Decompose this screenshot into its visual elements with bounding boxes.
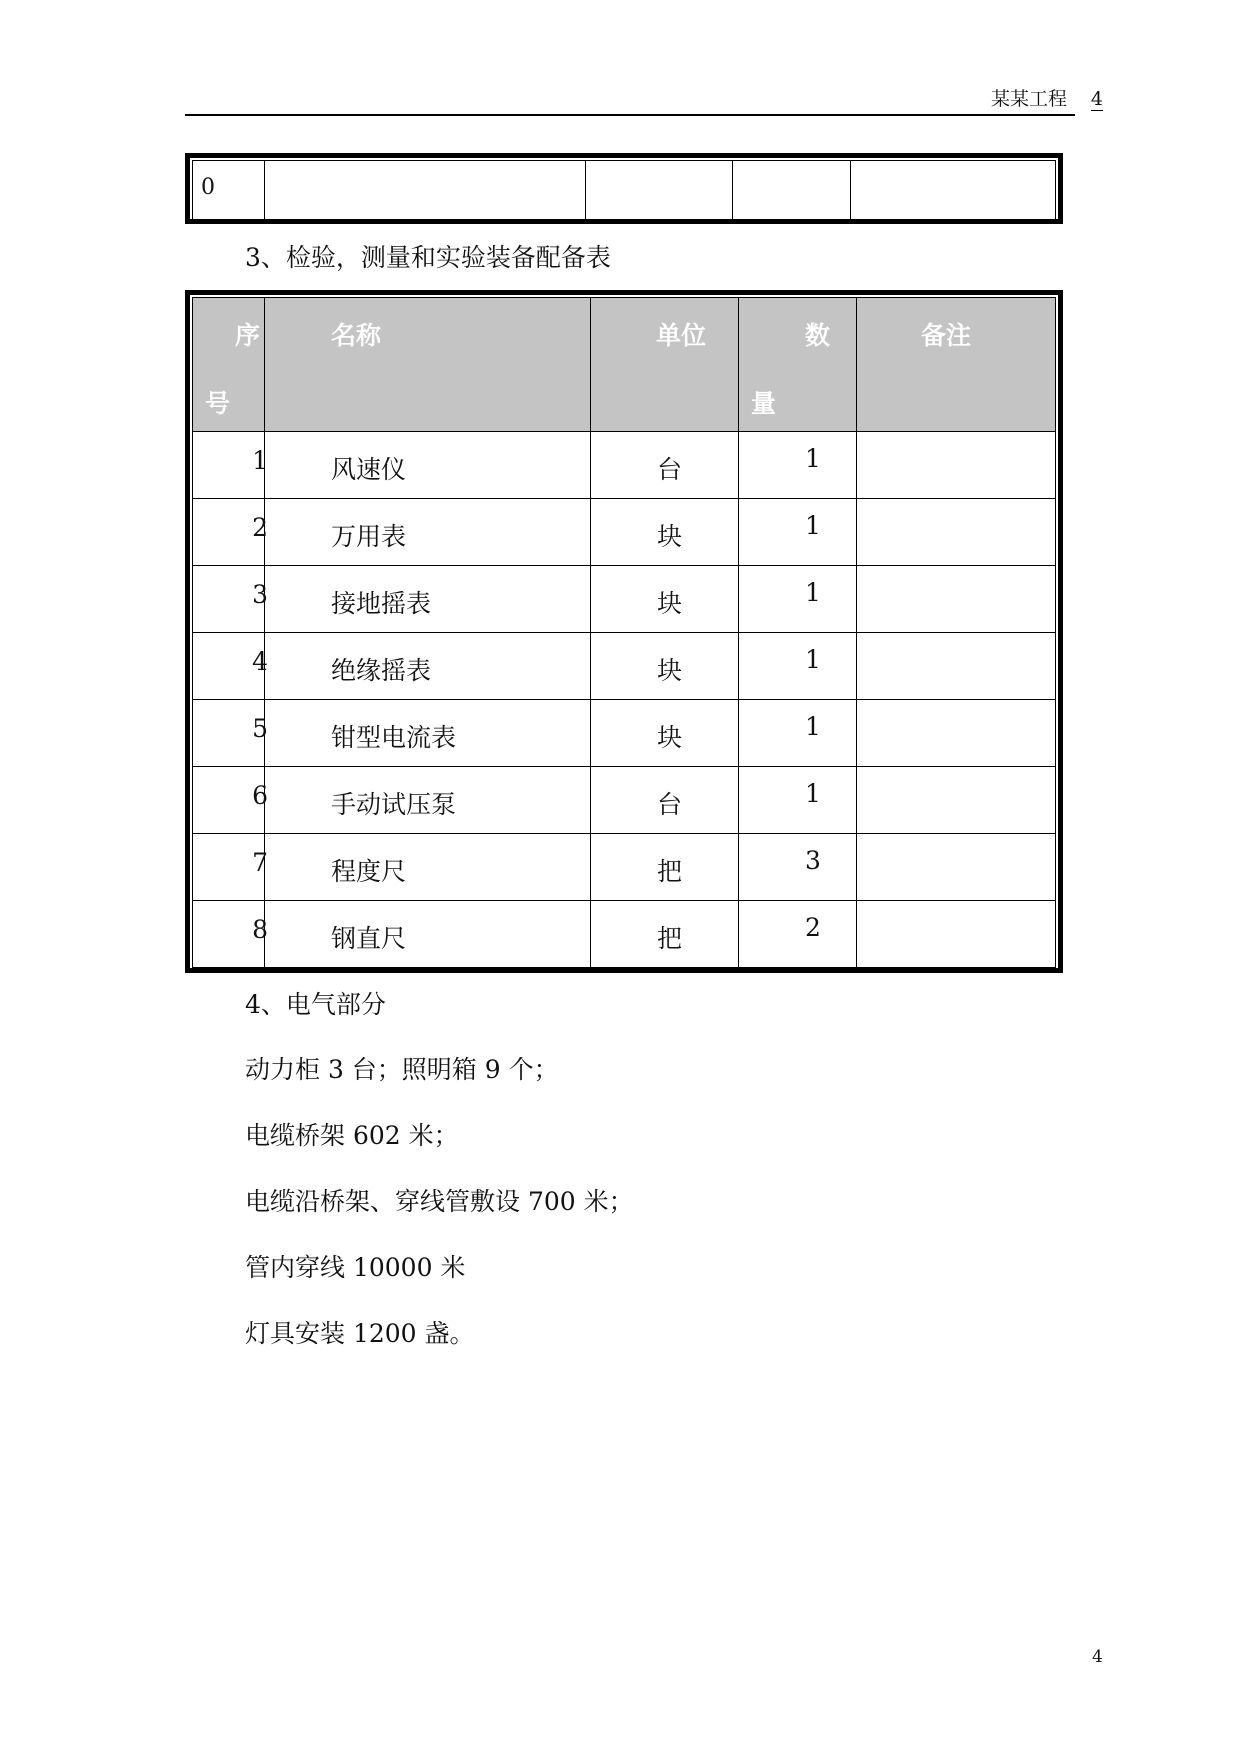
table-row <box>193 566 1056 633</box>
row-unit-cell <box>591 499 739 566</box>
row-unit-cell <box>591 566 739 633</box>
row-qty-cell <box>739 700 857 767</box>
row-unit: 台 <box>657 790 683 819</box>
row-qty-cell <box>739 834 857 901</box>
row-unit: 块 <box>657 589 683 618</box>
row-qty-cell <box>739 499 857 566</box>
continued-table-grid <box>192 160 1056 220</box>
body-paragraph: 灯具安装 1200 盏。 <box>245 1319 475 1348</box>
section-4-heading: 4、电气部分 <box>245 990 386 1019</box>
row-unit-cell <box>591 432 739 499</box>
cell-text <box>733 161 850 175</box>
page-header <box>185 86 1103 116</box>
cell-text <box>586 161 732 175</box>
row-note-cell <box>857 566 1056 633</box>
header-name-label: 名称 <box>331 321 382 350</box>
header-note <box>857 298 1056 432</box>
equipment-table-grid <box>192 297 1056 968</box>
row-note-cell <box>857 432 1056 499</box>
header-qty-bottom: 量 <box>751 389 777 418</box>
row-name: 万用表 <box>331 522 407 551</box>
header-qty <box>739 298 857 432</box>
header-page-number: 4 <box>1090 88 1103 110</box>
header-index <box>193 298 265 432</box>
row-qty: 1 <box>805 712 821 741</box>
row-index-cell <box>193 432 268 499</box>
row-qty: 2 <box>805 913 821 942</box>
row-name-cell <box>265 834 591 901</box>
row-note-cell <box>857 499 1056 566</box>
header-index-bottom: 号 <box>205 389 231 418</box>
row-qty-cell <box>739 767 857 834</box>
row-unit: 把 <box>657 924 683 953</box>
row-name-cell <box>265 633 591 700</box>
row-note-cell <box>857 700 1056 767</box>
row-unit-cell <box>591 700 739 767</box>
table-row <box>193 700 1056 767</box>
row-unit: 块 <box>657 723 683 752</box>
row-qty: 1 <box>805 578 821 607</box>
row-name: 程度尺 <box>331 857 407 886</box>
header-unit <box>591 298 739 432</box>
row-unit: 块 <box>657 522 683 551</box>
row-index: 1 <box>252 446 268 475</box>
table-cell <box>586 161 733 220</box>
header-qty-top: 数 <box>804 321 830 350</box>
row-name-cell <box>265 566 591 633</box>
row-name: 风速仪 <box>331 455 407 484</box>
body-paragraph: 管内穿线 10000 米 <box>245 1253 466 1282</box>
row-qty: 3 <box>805 846 821 875</box>
row-name-cell <box>265 700 591 767</box>
continued-table <box>185 153 1063 224</box>
row-index: 4 <box>252 647 268 676</box>
header-unit-label: 单位 <box>656 321 707 350</box>
cell-text: 0 <box>201 175 215 200</box>
row-index-cell <box>193 566 268 633</box>
row-name: 钳型电流表 <box>331 723 457 752</box>
section-3-heading: 3、检验，测量和实验装备配备表 <box>245 243 611 272</box>
row-note-cell <box>857 901 1056 968</box>
row-qty: 1 <box>805 645 821 674</box>
row-index: 5 <box>252 714 268 743</box>
row-index-cell <box>193 901 268 968</box>
row-index: 3 <box>252 580 268 609</box>
table-row <box>193 633 1056 700</box>
table-cell <box>265 161 586 220</box>
table-row <box>193 432 1056 499</box>
row-qty: 1 <box>805 779 821 808</box>
row-index-cell <box>193 767 268 834</box>
table-row <box>193 499 1056 566</box>
row-qty-cell <box>739 566 857 633</box>
table-row <box>193 161 1056 220</box>
row-unit-cell <box>591 901 739 968</box>
table-cell <box>193 161 265 220</box>
row-name-cell <box>265 767 591 834</box>
row-qty-cell <box>739 633 857 700</box>
row-note-cell <box>857 767 1056 834</box>
row-note-cell <box>857 834 1056 901</box>
header-rule <box>185 114 1075 116</box>
body-paragraph: 电缆桥架 602 米； <box>245 1121 459 1150</box>
row-index-cell <box>193 633 268 700</box>
row-unit: 把 <box>657 857 683 886</box>
row-unit-cell <box>591 834 739 901</box>
header-index-top: 序 <box>234 321 260 350</box>
row-index: 8 <box>252 915 268 944</box>
row-index: 2 <box>252 513 268 542</box>
table-row <box>193 834 1056 901</box>
table-header-row <box>193 298 1056 432</box>
row-index-cell <box>193 700 268 767</box>
header-name <box>265 298 591 432</box>
row-index-cell <box>193 834 268 901</box>
row-qty-cell <box>739 901 857 968</box>
cell-text <box>851 161 1055 175</box>
body-paragraph: 电缆沿桥架、穿线管敷设 700 米； <box>245 1187 634 1216</box>
row-name-cell <box>265 432 591 499</box>
row-unit: 台 <box>657 455 683 484</box>
table-row <box>193 767 1056 834</box>
row-qty: 1 <box>805 444 821 473</box>
header-title: 某某工程 <box>990 88 1067 110</box>
table-cell <box>733 161 851 220</box>
row-unit-cell <box>591 767 739 834</box>
row-index: 7 <box>252 848 268 877</box>
footer-page-number: 4 <box>1092 1647 1103 1667</box>
row-index-cell <box>193 499 268 566</box>
row-name: 手动试压泵 <box>331 790 457 819</box>
row-qty: 1 <box>805 511 821 540</box>
row-unit-cell <box>591 633 739 700</box>
table-row <box>193 901 1056 968</box>
cell-text <box>265 161 585 175</box>
equipment-table <box>185 290 1063 973</box>
row-qty-cell <box>739 432 857 499</box>
row-name: 绝缘摇表 <box>331 656 432 685</box>
row-name-cell <box>265 499 591 566</box>
row-name-cell <box>265 901 591 968</box>
row-index: 6 <box>252 781 268 810</box>
row-note-cell <box>857 633 1056 700</box>
body-paragraph: 动力柜 3 台；照明箱 9 个； <box>245 1055 559 1084</box>
row-unit: 块 <box>657 656 683 685</box>
table-cell <box>851 161 1056 220</box>
row-name: 接地摇表 <box>331 589 432 618</box>
header-note-label: 备注 <box>921 321 972 350</box>
row-name: 钢直尺 <box>331 924 407 953</box>
